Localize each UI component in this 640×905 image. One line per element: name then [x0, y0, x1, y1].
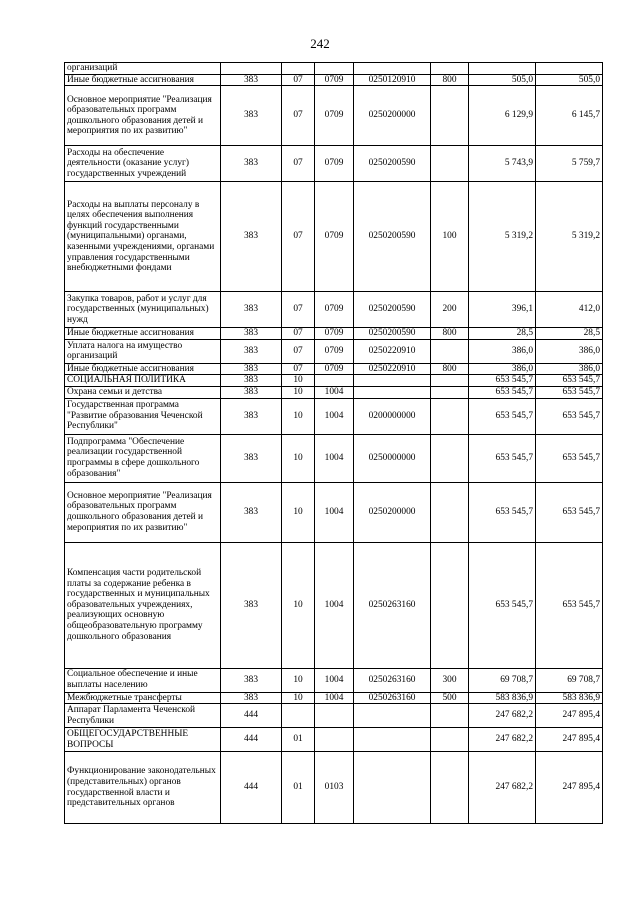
section-code: 10 [282, 668, 315, 692]
expense-type: 500 [431, 692, 469, 704]
expense-type [431, 86, 469, 146]
amount-year-1 [469, 63, 536, 75]
amount-year-1: 247 682,2 [469, 752, 536, 824]
row-name: Иные бюджетные ассигнования [65, 363, 221, 375]
row-name: ОБЩЕГОСУДАРСТВЕННЫЕ ВОПРОСЫ [65, 728, 221, 752]
section-code: 07 [282, 146, 315, 182]
target-article: 0250220910 [354, 339, 431, 363]
target-article: 0250200000 [354, 482, 431, 542]
amount-year-1: 69 708,7 [469, 668, 536, 692]
row-name: СОЦИАЛЬНАЯ ПОЛИТИКА [65, 375, 221, 387]
table-row [65, 752, 603, 824]
admin-code: 383 [221, 363, 282, 375]
amount-year-2: 583 836,9 [536, 692, 603, 704]
expense-type [431, 339, 469, 363]
section-code: 07 [282, 328, 315, 340]
row-name: Основное мероприятие "Реализация образовательных программ дошкольного образования детей и мероприятия по их развитию" [65, 86, 221, 146]
target-article [354, 375, 431, 387]
subsection-code: 0709 [315, 363, 354, 375]
table-row [65, 728, 603, 752]
expense-type [431, 482, 469, 542]
target-article [354, 728, 431, 752]
amount-year-1: 386,0 [469, 363, 536, 375]
section-code: 10 [282, 386, 315, 398]
row-name: Государственная программа "Развитие образования Чеченской Республики" [65, 398, 221, 434]
subsection-code: 1004 [315, 482, 354, 542]
target-article: 0250120910 [354, 74, 431, 86]
amount-year-1: 653 545,7 [469, 398, 536, 434]
target-article: 0250200590 [354, 182, 431, 292]
section-code: 10 [282, 375, 315, 387]
row-name: Межбюджетные трансферты [65, 692, 221, 704]
row-name: Уплата налога на имущество организаций [65, 339, 221, 363]
admin-code [221, 63, 282, 75]
admin-code: 383 [221, 375, 282, 387]
target-article: 0250220910 [354, 363, 431, 375]
row-name: Социальное обеспечение и иные выплаты населению [65, 668, 221, 692]
table-row [65, 146, 603, 182]
amount-year-2: 28,5 [536, 328, 603, 340]
subsection-code [315, 63, 354, 75]
table-row [65, 63, 603, 75]
subsection-code: 1004 [315, 398, 354, 434]
amount-year-1: 247 682,2 [469, 704, 536, 728]
admin-code: 383 [221, 146, 282, 182]
amount-year-1: 583 836,9 [469, 692, 536, 704]
admin-code: 444 [221, 752, 282, 824]
admin-code: 383 [221, 398, 282, 434]
admin-code: 383 [221, 542, 282, 668]
subsection-code: 0103 [315, 752, 354, 824]
target-article [354, 386, 431, 398]
amount-year-2: 247 895,4 [536, 728, 603, 752]
admin-code: 383 [221, 74, 282, 86]
table-row [65, 375, 603, 387]
admin-code: 383 [221, 692, 282, 704]
table-row [65, 542, 603, 668]
expense-type [431, 704, 469, 728]
amount-year-2: 653 545,7 [536, 434, 603, 482]
amount-year-1: 28,5 [469, 328, 536, 340]
amount-year-2: 5 759,7 [536, 146, 603, 182]
amount-year-2: 653 545,7 [536, 386, 603, 398]
row-name: организаций [65, 63, 221, 75]
target-article [354, 63, 431, 75]
amount-year-2: 653 545,7 [536, 542, 603, 668]
admin-code: 383 [221, 328, 282, 340]
subsection-code: 0709 [315, 182, 354, 292]
row-name: Иные бюджетные ассигнования [65, 328, 221, 340]
target-article: 0250263160 [354, 668, 431, 692]
subsection-code: 0709 [315, 328, 354, 340]
target-article: 0250200590 [354, 292, 431, 328]
admin-code: 383 [221, 292, 282, 328]
admin-code: 383 [221, 86, 282, 146]
row-name: Основное мероприятие "Реализация образовательных программ дошкольного образования детей и мероприятия по их развитию" [65, 482, 221, 542]
budget-table [64, 62, 603, 824]
row-name: Функционирование законодательных (представительных) органов государственной власти и представительных органов [65, 752, 221, 824]
section-code: 07 [282, 74, 315, 86]
table-row [65, 704, 603, 728]
section-code: 10 [282, 482, 315, 542]
amount-year-1: 386,0 [469, 339, 536, 363]
expense-type [431, 434, 469, 482]
expense-type [431, 63, 469, 75]
table-row [65, 692, 603, 704]
table-row [65, 292, 603, 328]
section-code: 07 [282, 363, 315, 375]
amount-year-2: 69 708,7 [536, 668, 603, 692]
admin-code: 383 [221, 482, 282, 542]
amount-year-1: 5 743,9 [469, 146, 536, 182]
expense-type: 800 [431, 74, 469, 86]
expense-type [431, 375, 469, 387]
target-article [354, 704, 431, 728]
target-article: 0250200590 [354, 328, 431, 340]
amount-year-1: 5 319,2 [469, 182, 536, 292]
section-code: 07 [282, 86, 315, 146]
subsection-code: 1004 [315, 692, 354, 704]
section-code: 01 [282, 728, 315, 752]
row-name: Охрана семьи и детства [65, 386, 221, 398]
section-code: 10 [282, 692, 315, 704]
admin-code: 383 [221, 339, 282, 363]
section-code: 10 [282, 542, 315, 668]
amount-year-2: 653 545,7 [536, 482, 603, 542]
expense-type [431, 542, 469, 668]
target-article: 0250263160 [354, 692, 431, 704]
subsection-code: 0709 [315, 74, 354, 86]
admin-code: 383 [221, 182, 282, 292]
expense-type [431, 398, 469, 434]
table-row [65, 363, 603, 375]
table-row [65, 328, 603, 340]
subsection-code [315, 728, 354, 752]
table-row [65, 182, 603, 292]
expense-type: 800 [431, 328, 469, 340]
subsection-code: 1004 [315, 434, 354, 482]
table-row [65, 339, 603, 363]
subsection-code: 0709 [315, 146, 354, 182]
amount-year-1: 653 545,7 [469, 386, 536, 398]
section-code: 10 [282, 434, 315, 482]
admin-code: 383 [221, 434, 282, 482]
target-article: 0250200000 [354, 86, 431, 146]
table-row [65, 86, 603, 146]
subsection-code: 0709 [315, 292, 354, 328]
section-code: 07 [282, 182, 315, 292]
amount-year-2: 653 545,7 [536, 375, 603, 387]
amount-year-1: 653 545,7 [469, 542, 536, 668]
amount-year-1: 247 682,2 [469, 728, 536, 752]
amount-year-2: 6 145,7 [536, 86, 603, 146]
expense-type [431, 386, 469, 398]
expense-type [431, 728, 469, 752]
subsection-code: 1004 [315, 668, 354, 692]
table-row [65, 386, 603, 398]
row-name: Аппарат Парламента Чеченской Республики [65, 704, 221, 728]
section-code: 10 [282, 398, 315, 434]
target-article: 0200000000 [354, 398, 431, 434]
section-code [282, 63, 315, 75]
table-row [65, 398, 603, 434]
table-row [65, 434, 603, 482]
expense-type [431, 146, 469, 182]
row-name: Закупка товаров, работ и услуг для государственных (муниципальных) нужд [65, 292, 221, 328]
subsection-code [315, 704, 354, 728]
target-article: 0250000000 [354, 434, 431, 482]
row-name: Расходы на выплаты персоналу в целях обеспечения выполнения функций государственными (муниципальными) органами, казенными учреждениями, органами управления государственными внебюджетными фондами [65, 182, 221, 292]
target-article: 0250200590 [354, 146, 431, 182]
section-code [282, 704, 315, 728]
amount-year-2: 505,0 [536, 74, 603, 86]
page-number: 242 [310, 36, 330, 51]
section-code: 01 [282, 752, 315, 824]
amount-year-2: 386,0 [536, 363, 603, 375]
expense-type: 300 [431, 668, 469, 692]
subsection-code: 1004 [315, 386, 354, 398]
expense-type: 800 [431, 363, 469, 375]
expense-type [431, 752, 469, 824]
amount-year-2: 412,0 [536, 292, 603, 328]
row-name: Расходы на обеспечение деятельности (оказание услуг) государственных учреждений [65, 146, 221, 182]
amount-year-1: 653 545,7 [469, 482, 536, 542]
admin-code: 383 [221, 668, 282, 692]
row-name: Подпрограмма "Обеспечение реализации государственной программы в сфере дошкольного образования" [65, 434, 221, 482]
amount-year-2: 247 895,4 [536, 704, 603, 728]
table-row [65, 482, 603, 542]
subsection-code: 0709 [315, 86, 354, 146]
amount-year-1: 653 545,7 [469, 375, 536, 387]
section-code: 07 [282, 339, 315, 363]
row-name: Иные бюджетные ассигнования [65, 74, 221, 86]
target-article [354, 752, 431, 824]
admin-code: 444 [221, 728, 282, 752]
target-article: 0250263160 [354, 542, 431, 668]
amount-year-2 [536, 63, 603, 75]
section-code: 07 [282, 292, 315, 328]
expense-type: 100 [431, 182, 469, 292]
subsection-code [315, 375, 354, 387]
expense-type: 200 [431, 292, 469, 328]
amount-year-1: 653 545,7 [469, 434, 536, 482]
amount-year-1: 6 129,9 [469, 86, 536, 146]
table-row [65, 668, 603, 692]
subsection-code: 0709 [315, 339, 354, 363]
amount-year-2: 5 319,2 [536, 182, 603, 292]
amount-year-2: 247 895,4 [536, 752, 603, 824]
row-name: Компенсация части родительской платы за содержание ребенка в государственных и муниципальных образовательных учреждениях, реализующих основную общеобразовательную программу дошкольного образования [65, 542, 221, 668]
amount-year-2: 653 545,7 [536, 398, 603, 434]
table-row [65, 74, 603, 86]
admin-code: 444 [221, 704, 282, 728]
subsection-code: 1004 [315, 542, 354, 668]
amount-year-1: 505,0 [469, 74, 536, 86]
admin-code: 383 [221, 386, 282, 398]
amount-year-2: 386,0 [536, 339, 603, 363]
amount-year-1: 396,1 [469, 292, 536, 328]
